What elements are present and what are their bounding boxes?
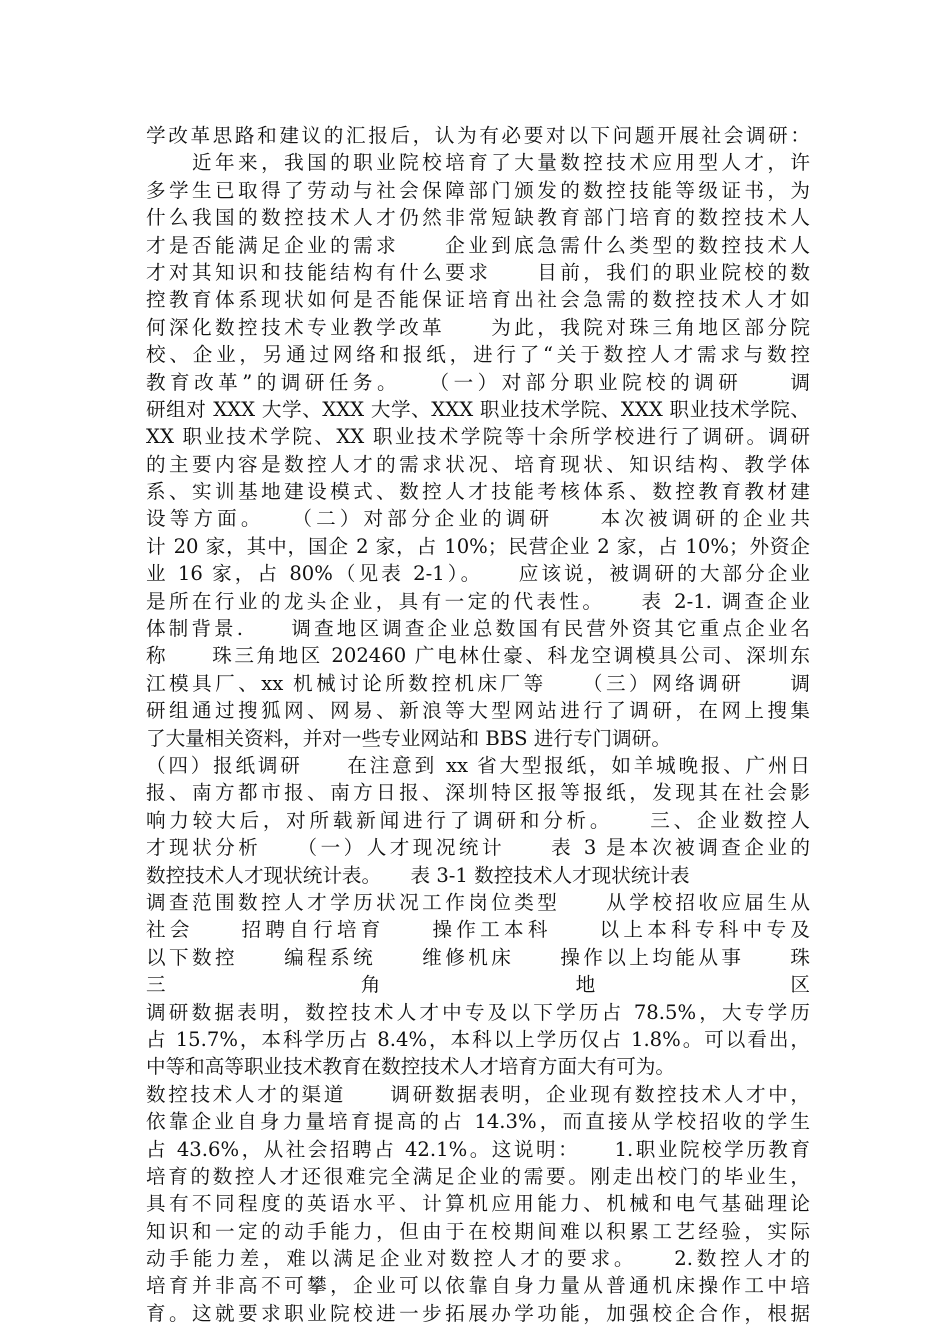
text-line: 研组通过搜狐网、网易、新浪等大型网站进行了调研，在网上搜集 [146, 699, 810, 723]
text-line: 称 珠三角地区 202460 广电林仕豪、科龙空调模具公司、深圳东 [146, 644, 810, 668]
text-line: 占 43.6%，从社会招聘占 42.1%。这说明： 1.职业院校学历教育 [146, 1137, 810, 1161]
text-line: 调查范围数控人才学历状况工作岗位类型 从学校招收应届生从 [146, 890, 810, 914]
text-line: XX 职业技术学院、XX 职业技术学院等十余所学校进行了调研。调研 [146, 425, 810, 449]
text-line: 响力较大后，对所载新闻进行了调研和分析。 三、企业数控人 [146, 808, 810, 832]
text-line: 培育的数控人才还很难完全满足企业的需要。刚走出校门的毕业生， [146, 1164, 810, 1188]
text-line: （四）报纸调研 在注意到 xx 省大型报纸，如羊城晚报、广州日 [146, 754, 810, 777]
text-line: 才是否能满足企业的需求 企业到底急需什么类型的数控技术人 [146, 233, 810, 257]
text-line: 学改革思路和建议的汇报后，认为有必要对以下问题开展社会调研： [146, 124, 810, 147]
text-line: 数控技术人才的渠道 调研数据表明，企业现有数控技术人才中， [146, 1082, 810, 1106]
body-text [146, 122, 810, 1327]
text-line: 控教育体系现状如何是否能保证培育出社会急需的数控技术人才如 [146, 288, 810, 312]
text-line: 知识和一定的动手能力，但由于在校期间难以积累工艺经验，实际 [146, 1219, 810, 1243]
text-line: 才现状分析 （一）人才现况统计 表 3 是本次被调查企业的 [146, 836, 810, 860]
text-line: 培育并非高不可攀，企业可以依靠自身力量从普通机床操作工中培 [146, 1274, 810, 1298]
text-line: 设等方面。 （二）对部分企业的调研 本次被调研的企业共 [146, 507, 810, 531]
text-line: 的主要内容是数控人才的需求状况、培育现状、知识结构、教学体 [146, 452, 810, 476]
text-line: 才对其知识和技能结构有什么要求 目前，我们的职业院校的数 [146, 260, 810, 284]
text-line: 了大量相关资料，并对一些专业网站和 BBS 进行专门调研。 [146, 726, 671, 750]
text-line: 研组对 XXX 大学、XXX 大学、XXX 职业技术学院、XXX 职业技术学院、 [146, 397, 810, 421]
text-line: 江模具厂、xx 机械讨论所数控机床厂等 （三）网络调研 调 [146, 671, 810, 695]
text-line: 以下数控 编程系统 维修机床 操作以上均能从事 珠 [146, 945, 810, 969]
text-line: 体制背景. 调查地区调查企业总数国有民营外资其它重点企业名 [146, 617, 810, 641]
text-line: 动手能力差，难以满足企业对数控人才的要求。 2.数控人才的 [146, 1247, 810, 1271]
text-line: 近年来，我国的职业院校培育了大量数控技术应用型人才，许 [146, 151, 810, 175]
text-line: 校、企业，另通过网络和报纸，进行了“关于数控人才需求与数控 [146, 343, 810, 367]
text-line: 具有不同程度的英语水平、计算机应用能力、机械和电气基础理论 [146, 1192, 810, 1216]
text-line: 是所在行业的龙头企业，具有一定的代表性。 表 2-1. 调查企业 [146, 589, 810, 613]
text-line: 系、实训基地建设模式、数控人才技能考核体系、数控教育教材建 [146, 480, 810, 504]
text-line: 依靠企业自身力量培育提高的占 14.3%，而直接从学校招收的学生 [146, 1110, 810, 1134]
text-line: 社会 招聘自行培育 操作工本科 以上本科专科中专及 [146, 918, 810, 942]
text-line: 占 15.7%，本科学历占 8.4%，本科以上学历仅占 1.8%。可以看出， [146, 1027, 810, 1051]
text-line: 业 16 家，占 80%（见表 2-1）。 应该说，被调研的大部分企业 [146, 562, 810, 586]
text-line: 数控技术人才现状统计表。 表 3-1 数控技术人才现状统计表 [146, 863, 690, 887]
text-line: 调研数据表明，数控技术人才中专及以下学历占 78.5%，大专学历 [146, 1000, 810, 1024]
text-line: 计 20 家，其中，国企 2 家，占 10%；民营企业 2 家，占 10%；外资企 [146, 534, 810, 558]
text-line: 中等和高等职业技术教育在数控技术人才培育方面大有可为。 [146, 1055, 676, 1079]
text-line: 多学生已取得了劳动与社会保障部门颁发的数控技能等级证书，为 [146, 178, 810, 202]
text-line: 何深化数控技术专业教学改革 为此，我院对珠三角地区部分院 [146, 315, 810, 339]
text-line: 什么我国的数控技术人才仍然非常短缺教育部门培育的数控技术人 [146, 206, 810, 230]
text-line: 报、南方都市报、南方日报、深圳特区报等报纸，发现其在社会影 [146, 781, 810, 805]
text-line: 三角地区 [146, 973, 810, 997]
text-line: 育。这就要求职业院校进一步拓展办学功能，加强校企合作，根据 [146, 1301, 810, 1325]
text-line: 教育改革”的调研任务。 （一）对部分职业院校的调研 调 [146, 370, 810, 394]
